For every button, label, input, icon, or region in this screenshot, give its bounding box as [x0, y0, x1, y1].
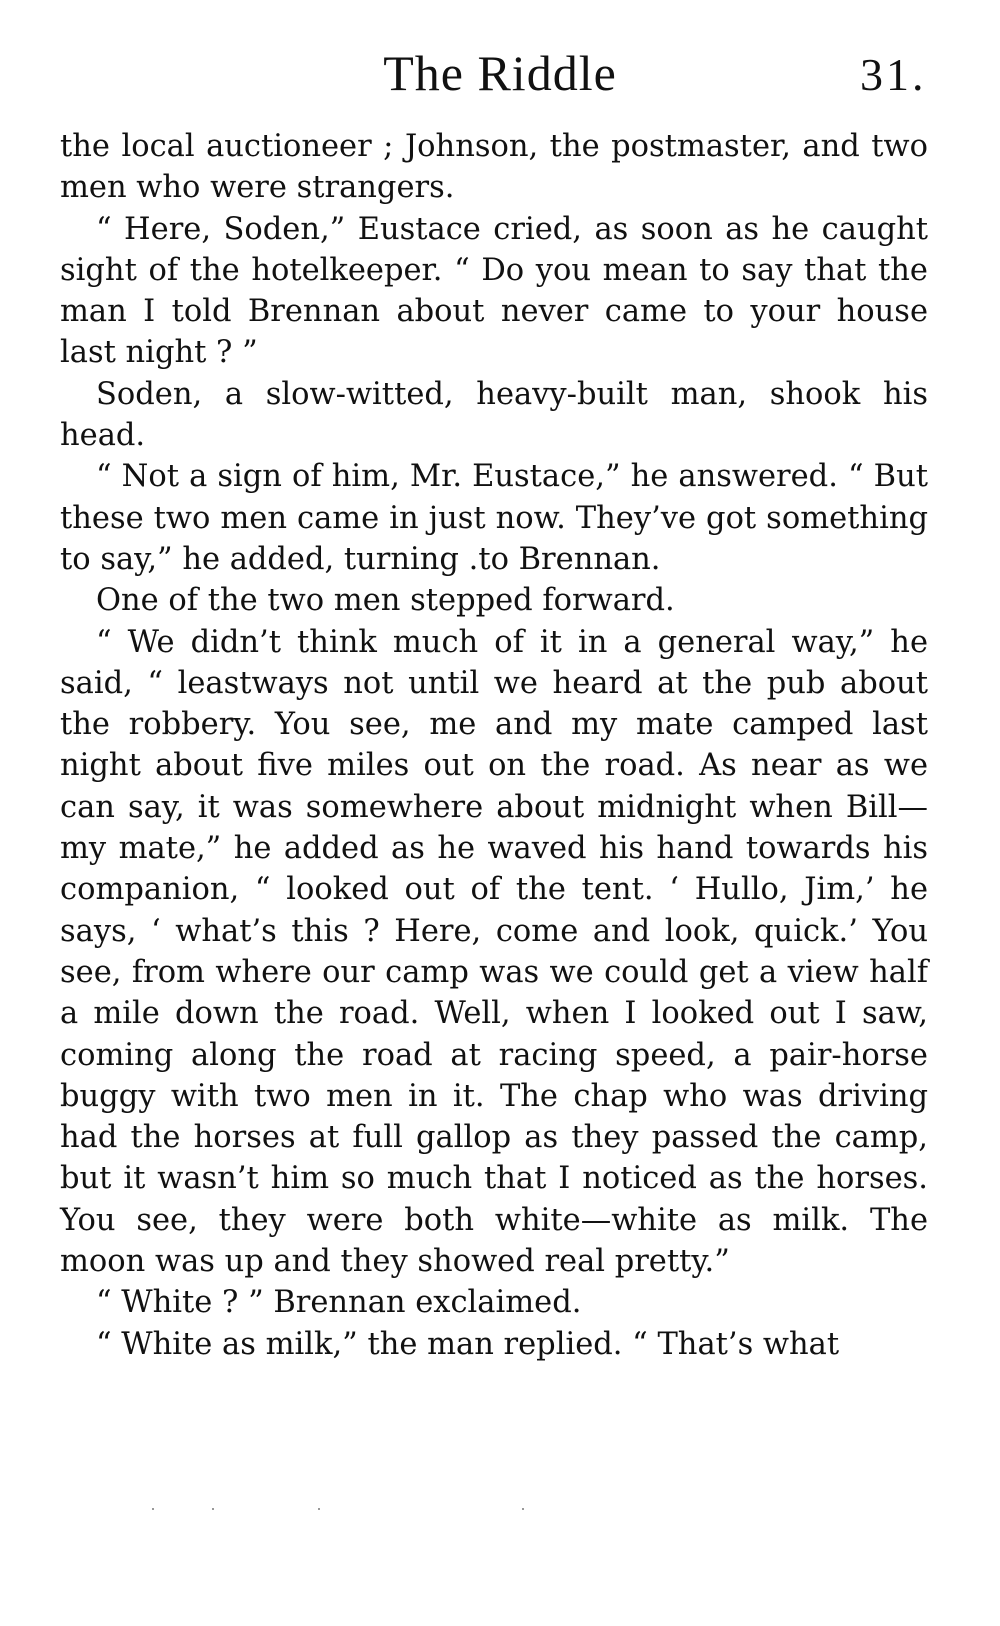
paragraph: “ White as milk,” the man replied. “ That’s what — [96, 1326, 840, 1362]
scan-speck — [212, 1508, 214, 1510]
paragraph: “ Not a sign of him, Mr. Eustace,” he answered. “ But these two men came in just now. They’ve got something to say,” he added, turning .to Brennan. — [60, 459, 928, 577]
scan-speck — [318, 1508, 320, 1510]
scan-specks — [60, 1508, 928, 1512]
paragraph: “ We didn’t think much of it in a general way,” he said, “ leastways not until we heard at the pub about the robbery. You see, me and my mate camped last night about five miles out on the road. As near as we can say, it was somewhere about midnight when Bill—my mate,” he added as he waved his hand towards his companion, “ looked out of the tent. ‘ Hullo, Jim,’ he says, ‘ what’s this ? Here, come and look, quick.’ You see, from where our camp was we could get a view half a mile down the road. Well, when I looked out I saw, coming along the road at racing speed, a pair-horse buggy with two men in it. The chap who was driving had the horses at full gallop as they passed the camp, but it wasn’t him so much that I noticed as the horses. You see, they were both white—white as milk. The moon was up and they showed real pretty.” — [60, 624, 928, 1280]
paragraph: One of the two men stepped forward. — [96, 583, 675, 619]
page-title: The Riddle — [383, 45, 617, 101]
body-text — [60, 126, 928, 1365]
paragraph: “ White ? ” Brennan exclaimed. — [96, 1285, 582, 1321]
scan-speck — [152, 1508, 154, 1510]
scan-speck — [522, 1508, 524, 1510]
paragraph: Soden, a slow-witted, heavy-built man, shook his head. — [60, 376, 928, 454]
paragraph-continued: the local auctioneer ; Johnson, the postmaster, and two men who were strangers. — [60, 129, 928, 206]
page-number: 31. — [860, 49, 927, 100]
paragraph: “ Here, Soden,” Eustace cried, as soon as he caught sight of the hotelkeeper. “ Do you mean to say that the man I told Brennan about never came to your house last night ? ” — [60, 211, 928, 371]
running-head — [0, 38, 1000, 108]
